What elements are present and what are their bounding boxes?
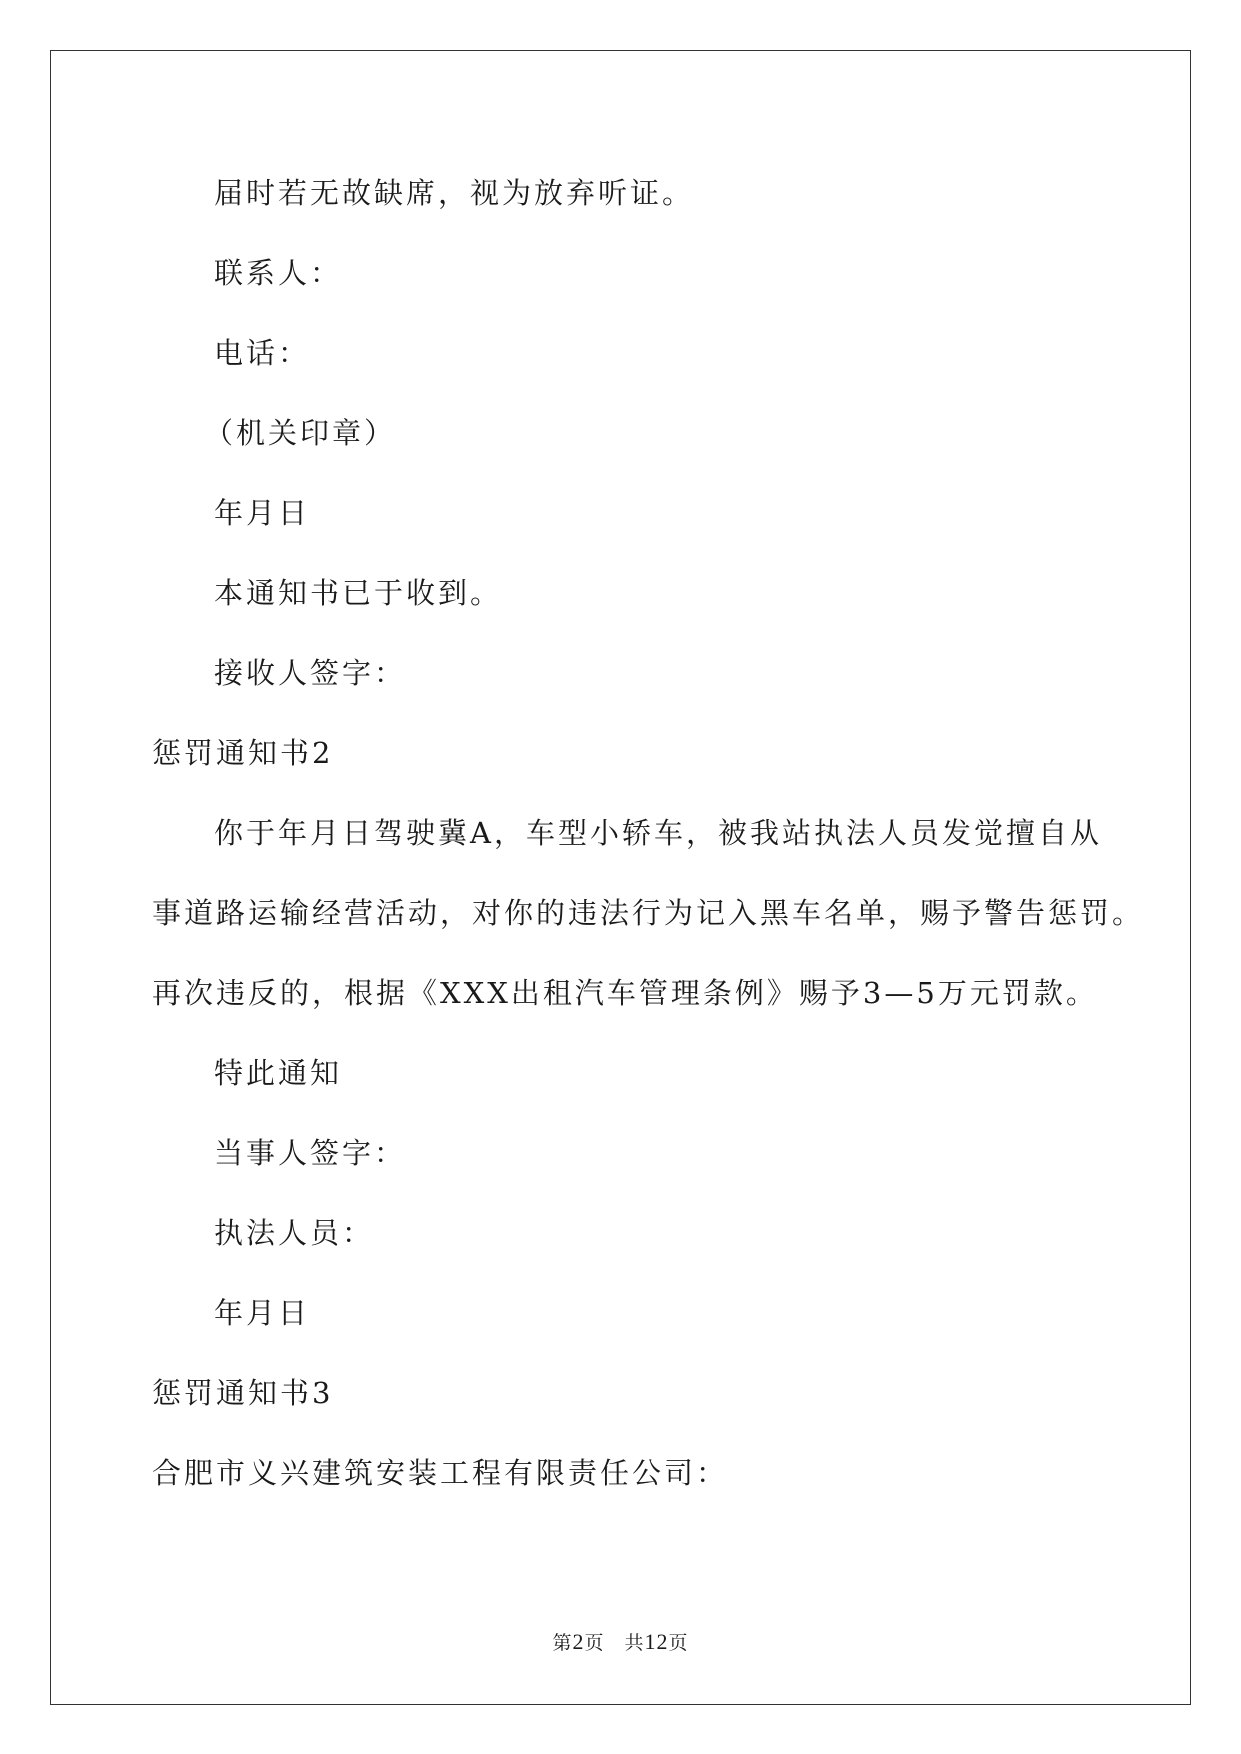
page-footer — [0, 1628, 1241, 1655]
paragraph-law-enforcement-officer: 执法人员： — [214, 1216, 375, 1250]
footer-page-suffix: 页 — [584, 1632, 605, 1654]
heading-notice-3: 惩罚通知书3 — [152, 1376, 334, 1410]
footer-total-prefix: 共 — [624, 1632, 645, 1654]
paragraph-hereby-notified: 特此通知 — [214, 1056, 343, 1090]
paragraph-official-seal: （机关印章） — [204, 416, 397, 450]
paragraph-phone: 电话： — [214, 336, 311, 370]
paragraph-date-2: 年月日 — [214, 1296, 311, 1330]
paragraph-notice-2-body-line-1: 你于年月日驾驶冀A，车型小轿车，被我站执法人员发觉擅自从 — [214, 816, 1102, 850]
footer-total-pages: 12 — [644, 1629, 669, 1654]
footer-total-suffix: 页 — [668, 1632, 689, 1654]
footer-page-number: 2 — [572, 1629, 585, 1654]
paragraph-company-addressee: 合肥市义兴建筑安装工程有限责任公司： — [152, 1456, 729, 1490]
footer-prefix: 第 — [552, 1632, 573, 1654]
paragraph-received-note: 本通知书已于收到。 — [214, 576, 503, 610]
paragraph-receiver-signature: 接收人签字： — [214, 656, 407, 690]
paragraph-contact-person: 联系人： — [214, 256, 343, 290]
paragraph-notice-2-body-line-3: 再次违反的，根据《XXX出租汽车管理条例》赐予3—5万元罚款。 — [152, 976, 1098, 1010]
paragraph-party-signature: 当事人签字： — [214, 1136, 407, 1170]
paragraph-date-1: 年月日 — [214, 496, 311, 530]
paragraph-absence-note: 届时若无故缺席，视为放弃听证。 — [214, 176, 695, 210]
paragraph-notice-2-body-line-2: 事道路运输经营活动，对你的违法行为记入黑车名单，赐予警告惩罚。 — [152, 896, 1145, 930]
heading-notice-2: 惩罚通知书2 — [152, 736, 334, 770]
